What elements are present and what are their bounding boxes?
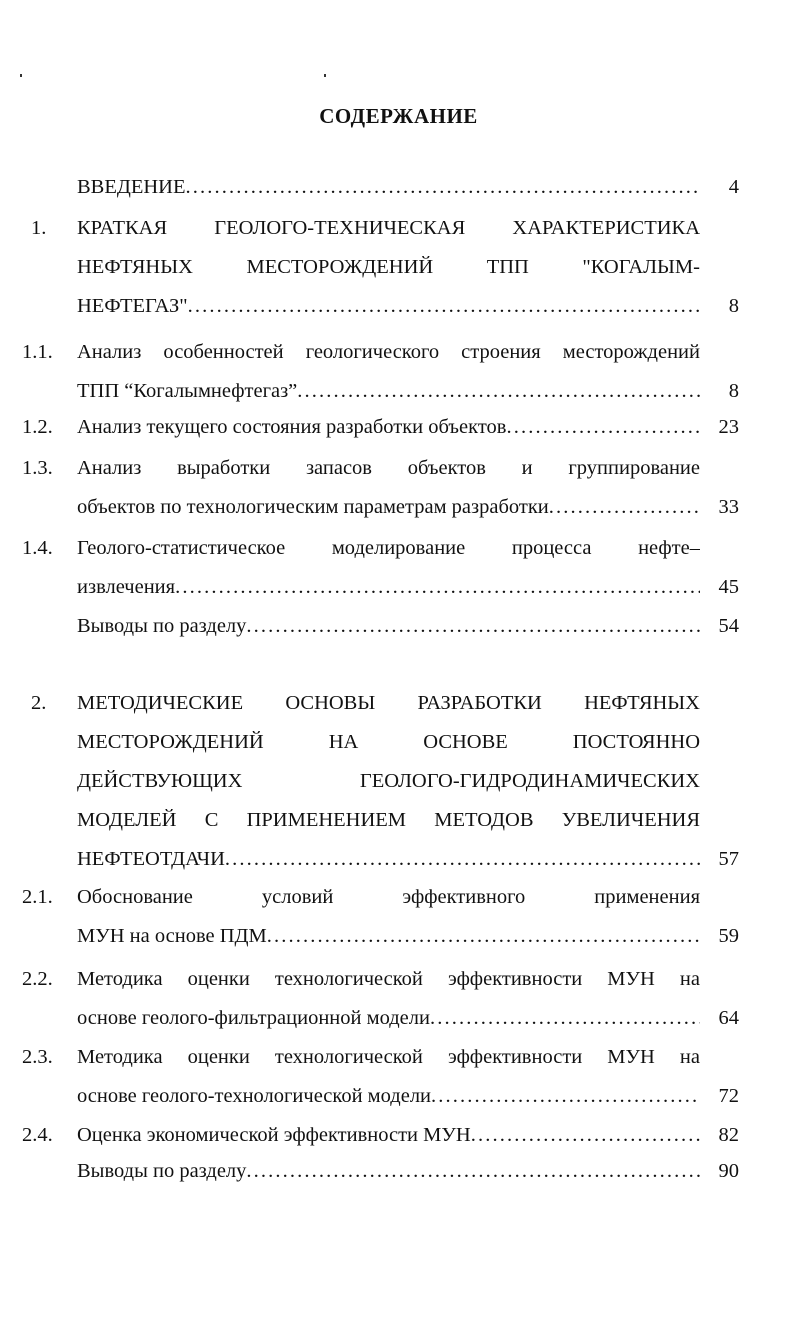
dot-leader (246, 611, 700, 641)
toc-entry-page-number: 72 (718, 1085, 739, 1107)
toc-entry-page-number: 8 (728, 380, 739, 402)
toc-entry-title-line (77, 1120, 700, 1150)
dot-leader (506, 412, 700, 442)
dot-leader (186, 172, 700, 202)
toc-entry-title-text: НЕФТЕГАЗ" (77, 295, 188, 317)
dot-leader (246, 1156, 700, 1186)
scan-speck (324, 74, 326, 77)
dot-leader (549, 492, 700, 522)
toc-entry-title-line: КРАТКАЯ ГЕОЛОГО-ТЕХНИЧЕСКАЯ ХАРАКТЕРИСТИКА (77, 217, 700, 239)
toc-entry-title-line (77, 1003, 700, 1033)
toc-entry-title-text: ТПП “Когалымнефтегаз” (77, 380, 298, 402)
dot-leader (471, 1120, 700, 1150)
toc-entry-title-line (77, 291, 700, 321)
toc-entry-number: 2.4. (22, 1124, 53, 1146)
toc-entry-title-text: МУН на основе ПДМ (77, 925, 267, 947)
toc-entry-title-line: МОДЕЛЕЙ С ПРИМЕНЕНИЕМ МЕТОДОВ УВЕЛИЧЕНИЯ (77, 809, 700, 831)
dot-leader (225, 844, 700, 874)
toc-entry-title-line: Анализ выработки запасов объектов и группирование (77, 457, 700, 479)
toc-entry-page-number: 33 (718, 496, 739, 518)
toc-entry-number: 1.1. (22, 341, 53, 363)
toc-entry-title-line (77, 572, 700, 602)
toc-entry-title-line: Методика оценки технологической эффективности МУН на (77, 968, 700, 990)
toc-entry-title-text: Выводы по разделу (77, 615, 247, 637)
toc-entry-title-line: Анализ особенностей геологического строения месторождений (77, 341, 700, 363)
dot-leader (267, 921, 700, 951)
toc-entry-page-number: 57 (718, 848, 739, 870)
toc-entry-title-text: Выводы по разделу (77, 1160, 247, 1182)
toc-entry-title-line (77, 492, 700, 522)
toc-entry-title-line (77, 611, 700, 641)
toc-entry-title-line (77, 844, 700, 874)
dot-leader (430, 1003, 700, 1033)
toc-entry-number: 2.2. (22, 968, 53, 990)
toc-entry-title-line: МЕТОДИЧЕСКИЕ ОСНОВЫ РАЗРАБОТКИ НЕФТЯНЫХ (77, 692, 700, 714)
toc-entry-title-line (77, 1081, 700, 1111)
toc-entry-page-number: 90 (718, 1160, 739, 1182)
toc-entry-title-text: основе геолого-технологической модели (77, 1085, 432, 1107)
toc-entry-title-text: объектов по технологическим параметрам разработки (77, 496, 549, 518)
toc-entry-page-number: 59 (718, 925, 739, 947)
scan-speck (20, 74, 22, 77)
toc-entry-page-number: 4 (728, 176, 739, 198)
toc-entry-title-text: ВВЕДЕНИЕ (77, 176, 186, 198)
toc-entry-title-line: Геолого-статистическое моделирование процесса нефте– (77, 537, 700, 559)
dot-leader (175, 572, 700, 602)
toc-entry-title-line (77, 412, 700, 442)
toc-entry-number: 1. (31, 217, 47, 239)
toc-entry-title-line (77, 172, 700, 202)
toc-entry-title-line: МЕСТОРОЖДЕНИЙ НА ОСНОВЕ ПОСТОЯННО (77, 731, 700, 753)
page-title: СОДЕРЖАНИЕ (319, 104, 478, 128)
dot-leader (188, 291, 700, 321)
toc-entry-title-line: Методика оценки технологической эффективности МУН на (77, 1046, 700, 1068)
toc-entry-title-text: основе геолого-фильтрационной модели (77, 1007, 430, 1029)
toc-entry-title-text: Оценка экономической эффективности МУН (77, 1124, 471, 1146)
toc-entry-number: 1.4. (22, 537, 53, 559)
toc-entry-page-number: 45 (718, 576, 739, 598)
toc-entry-title-line: ДЕЙСТВУЮЩИХ ГЕОЛОГО-ГИДРОДИНАМИЧЕСКИХ (77, 770, 700, 792)
dot-leader (297, 376, 700, 406)
toc-entry-page-number: 54 (718, 615, 739, 637)
toc-entry-title-text: извлечения (77, 576, 176, 598)
toc-entry-title-line (77, 376, 700, 406)
toc-entry-page-number: 82 (718, 1124, 739, 1146)
toc-entry-title-line: НЕФТЯНЫХ МЕСТОРОЖДЕНИЙ ТПП "КОГАЛЫМ- (77, 256, 700, 278)
toc-entry-number: 1.3. (22, 457, 53, 479)
toc-entry-page-number: 23 (718, 416, 739, 438)
toc-entry-number: 2. (31, 692, 47, 714)
toc-entry-number: 2.1. (22, 886, 53, 908)
toc-entry-page-number: 64 (718, 1007, 739, 1029)
toc-entry-number: 1.2. (22, 416, 53, 438)
toc-entry-title-line (77, 1156, 700, 1186)
toc-entry-title-line: Обоснование условий эффективного применения (77, 886, 700, 908)
toc-entry-page-number: 8 (728, 295, 739, 317)
toc-entry-title-line (77, 921, 700, 951)
toc-entry-title-text: НЕФТЕОТДАЧИ (77, 848, 225, 870)
toc-entry-number: 2.3. (22, 1046, 53, 1068)
toc-entry-title-text: Анализ текущего состояния разработки объектов (77, 416, 507, 438)
dot-leader (431, 1081, 700, 1111)
